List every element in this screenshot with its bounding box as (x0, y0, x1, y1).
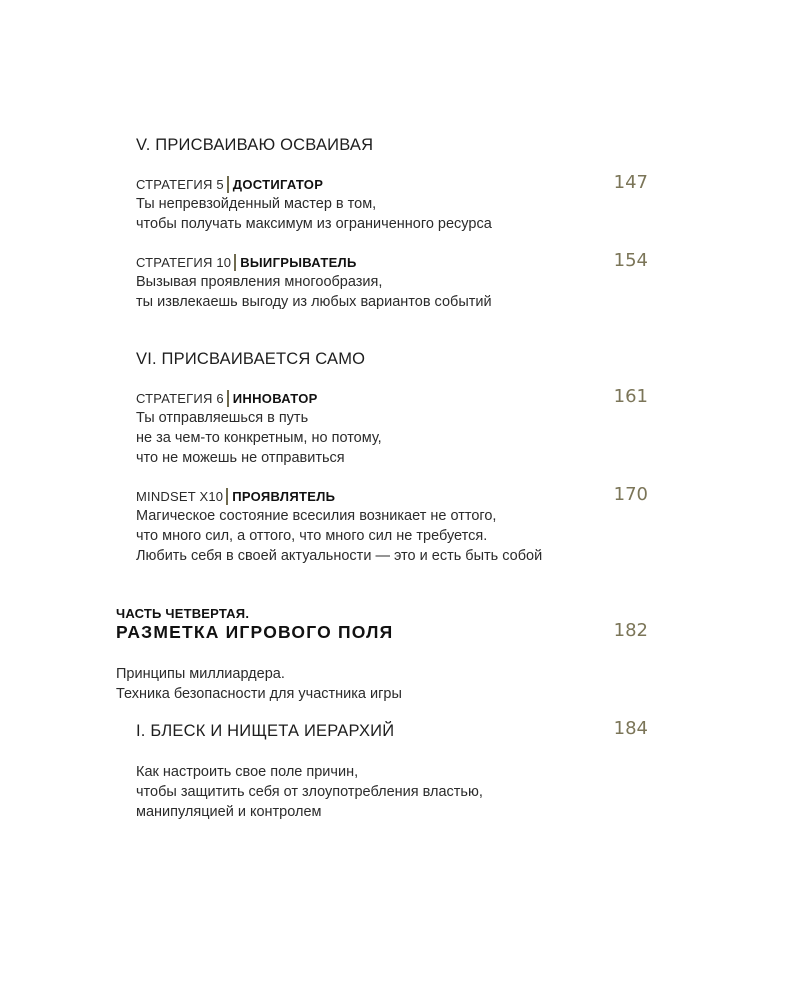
strategy-label: СТРАТЕГИЯ 5 (136, 177, 224, 192)
description-line: что много сил, а оттого, что много сил не требуется. (136, 528, 488, 544)
page-number: 161 (613, 386, 648, 407)
toc-entry-header (136, 390, 318, 407)
toc-entry-header (136, 488, 335, 505)
strategy-label: СТРАТЕГИЯ 6 (136, 391, 224, 406)
description-line: не за чем-то конкретным, но потому, (136, 430, 382, 446)
page-number: 182 (613, 620, 648, 641)
chapter-description (136, 762, 483, 822)
description-line: Любить себя в своей актуальности — это и есть быть собой (136, 548, 543, 564)
entry-description (136, 408, 382, 468)
intro-line: Принципы миллиардера. (116, 666, 285, 682)
description-line: что не можешь не отправиться (136, 450, 345, 466)
part-label: ЧАСТЬ ЧЕТВЕРТАЯ. (116, 606, 250, 621)
description-line: манипуляцией и контролем (136, 804, 322, 820)
page-number: 170 (613, 484, 648, 505)
page-number: 154 (613, 250, 648, 271)
entry-description (136, 506, 542, 566)
description-line: Ты отправляешься в путь (136, 410, 309, 426)
page-number: 184 (613, 718, 648, 739)
description-line: Вызывая проявления многообразия, (136, 274, 383, 290)
strategy-label: MINDSET X10 (136, 489, 224, 504)
part-title: РАЗМЕТКА ИГРОВОГО ПОЛЯ (116, 622, 394, 642)
strategy-name: ВЫИГРЫВАТЕЛЬ (240, 255, 357, 270)
strategy-label: СТРАТЕГИЯ 10 (136, 255, 232, 270)
entry-description (136, 272, 492, 312)
strategy-name: ПРОЯВЛЯТЕЛЬ (232, 489, 336, 504)
divider-bar (227, 176, 229, 193)
toc-entry-header (136, 176, 323, 193)
toc-entry-header (136, 254, 357, 271)
description-line: чтобы получать максимум из ограниченного ресурса (136, 216, 492, 232)
description-line: ты извлекаешь выгоду из любых вариантов событий (136, 294, 492, 310)
description-line: Ты непревзойденный мастер в том, (136, 196, 377, 212)
divider-bar (226, 488, 228, 505)
chapter-heading: I. БЛЕСК И НИЩЕТА ИЕРАРХИЙ (136, 722, 395, 740)
description-line: Магическое состояние всесилия возникает не оттого, (136, 508, 497, 524)
divider-bar (234, 254, 236, 271)
strategy-name: ДОСТИГАТОР (232, 177, 324, 192)
section-heading-vi: VI. ПРИСВАИВАЕТСЯ САМО (136, 350, 366, 368)
section-heading-v: V. ПРИСВАИВАЮ ОСВАИВАЯ (136, 136, 374, 154)
strategy-name: ИННОВАТОР (232, 391, 318, 406)
entry-description (136, 194, 492, 234)
page-number: 147 (613, 172, 648, 193)
description-line: чтобы защитить себя от злоупотребления властью, (136, 784, 483, 800)
part-intro (116, 664, 402, 704)
intro-line: Техника безопасности для участника игры (116, 686, 402, 702)
description-line: Как настроить свое поле причин, (136, 764, 359, 780)
divider-bar (227, 390, 229, 407)
